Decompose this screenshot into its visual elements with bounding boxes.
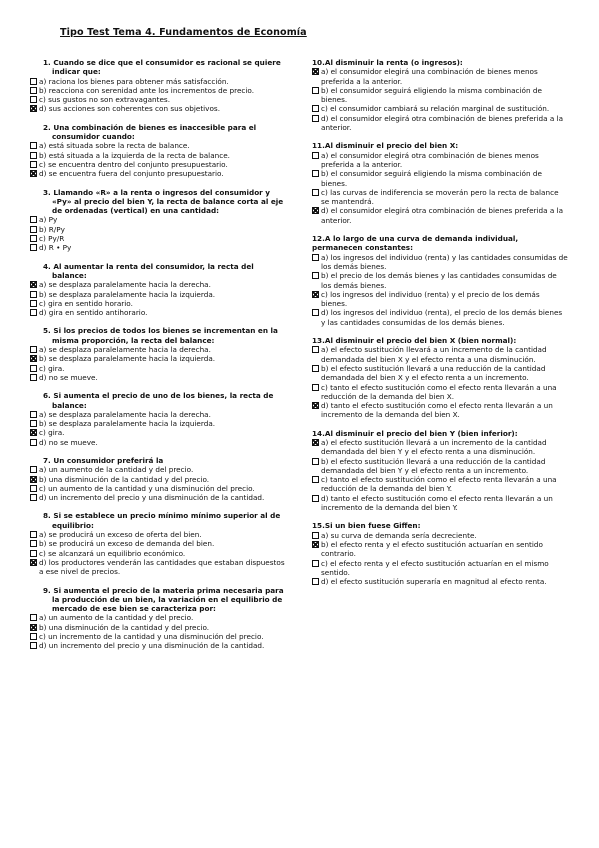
question-stem [30, 586, 286, 614]
answer-option-label: a) el efecto sustitución llevará a un incremento de la cantidad demandada del bien Y y el efecto renta a una disminución. [321, 437, 547, 457]
question-3 [30, 188, 286, 253]
page-title: Tipo Test Tema 4. Fundamentos de Economía [60, 27, 307, 38]
answer-option[interactable] [30, 373, 286, 382]
answer-option-label: d) no se mueve. [39, 372, 98, 382]
checked-box-icon[interactable] [30, 476, 37, 483]
checkbox-icon[interactable] [30, 244, 37, 251]
answer-option-label: d) los productores venderán las cantidades que estaban dispuestos a ese nivel de precios. [39, 557, 285, 577]
answer-option[interactable] [30, 299, 286, 308]
question-number: 4. [43, 261, 51, 271]
question-1 [30, 58, 286, 114]
question-stem [30, 456, 286, 465]
question-text: Una combinación de bienes es inaccesible para el consumidor cuando: [52, 122, 257, 142]
checkbox-icon[interactable] [312, 495, 319, 502]
question-stem [30, 262, 286, 281]
answer-option-label: b) el precio de los demás bienes y las cantidades consumidas de los demás bienes. [321, 271, 557, 290]
checkbox-icon[interactable] [30, 439, 37, 446]
checkbox-icon[interactable] [312, 365, 319, 372]
question-text: A lo largo de una curva de demanda individual, permanecen constantes: [312, 234, 519, 253]
question-text: Al disminuir el precio del bien X (bien normal): [324, 336, 517, 346]
answer-option[interactable] [312, 86, 568, 105]
checkbox-icon[interactable] [312, 189, 319, 196]
checked-box-icon[interactable] [312, 439, 319, 446]
answer-option-label: d) un incremento del precio y una disminución de la cantidad. [39, 493, 265, 503]
question-stem [30, 123, 286, 142]
question-number: 10. [312, 58, 325, 67]
checked-box-icon[interactable] [30, 429, 37, 436]
question-6 [30, 391, 286, 447]
answer-option-label: a) se producirá un exceso de oferta del bien. [39, 530, 202, 540]
checkbox-icon[interactable] [30, 466, 37, 473]
checkbox-icon[interactable] [312, 115, 319, 122]
answer-option[interactable] [312, 401, 568, 420]
answer-option[interactable] [312, 457, 568, 476]
checkbox-icon[interactable] [30, 633, 37, 640]
answer-option-label: c) las curvas de indiferencia se moverán pero la recta de balance se mantendrá. [321, 187, 559, 207]
checkbox-icon[interactable] [30, 96, 37, 103]
question-stem [312, 234, 568, 253]
answer-option[interactable] [312, 475, 568, 494]
checkbox-icon[interactable] [30, 614, 37, 621]
question-number: 11. [312, 141, 325, 151]
answer-option-label: a) se desplaza paralelamente hacia la derecha. [39, 280, 211, 290]
question-12 [312, 234, 568, 327]
checkbox-icon[interactable] [312, 346, 319, 353]
answer-option-label: d) tanto el efecto sustitución como el efecto renta llevarán a un incremento de la demanda del bien Y. [321, 493, 553, 513]
answer-option-label: b) el efecto sustitución llevará a una reducción de la cantidad demandada del bien Y y el efecto renta a un incremento. [321, 456, 546, 475]
answer-option[interactable] [312, 169, 568, 188]
answer-option-label: c) tanto el efecto sustitución como el efecto renta llevarán a una reducción de la demanda del bien X. [321, 382, 557, 401]
answer-option-label: b) el consumidor seguirá eligiendo la misma combinación de bienes. [321, 169, 542, 188]
answer-option-label: d) gira en sentido antihorario. [39, 308, 148, 318]
checked-box-icon[interactable] [30, 281, 37, 288]
question-number: 3. [43, 187, 51, 197]
answer-option[interactable] [30, 290, 286, 299]
answer-option-label: a) se desplaza paralelamente hacia la derecha. [39, 345, 211, 355]
answer-option-label: a) un aumento de la cantidad y del precio. [39, 465, 194, 475]
answer-option-label: d) no se mueve. [39, 437, 98, 447]
checkbox-icon[interactable] [312, 272, 319, 279]
answer-option-label: d) el consumidor elegirá otra combinación de bienes preferida a la anterior. [321, 113, 564, 133]
answer-option-label: c) el consumidor cambiará su relación marginal de sustitución. [321, 104, 550, 114]
question-14 [312, 429, 568, 513]
answer-option-label: b) el efecto sustitución llevará a una reducción de la cantidad demandada del bien X y el efecto renta a un incremento. [321, 363, 546, 383]
answer-option-label: a) raciona los bienes para obtener más satisfacción. [39, 76, 229, 86]
answer-option[interactable] [30, 632, 286, 641]
question-stem [312, 521, 568, 530]
answer-option[interactable] [30, 493, 286, 502]
checkbox-icon[interactable] [30, 642, 37, 649]
question-8 [30, 511, 286, 576]
question-number: 12. [312, 234, 325, 244]
checkbox-icon[interactable] [312, 170, 319, 177]
answer-option-label: c) gira en sentido horario. [39, 298, 133, 308]
answer-option[interactable] [30, 86, 286, 95]
question-number: 6. [43, 391, 51, 401]
left-column [30, 58, 286, 660]
answer-option-label: a) el efecto sustitución llevará a un incremento de la cantidad demandada del bien X y el efecto renta a una disminución. [321, 345, 547, 364]
checkbox-icon[interactable] [30, 309, 37, 316]
answer-option[interactable] [30, 364, 286, 373]
question-11 [312, 141, 568, 225]
question-number: 9. [43, 585, 51, 595]
checked-box-icon[interactable] [312, 68, 319, 75]
checkbox-icon[interactable] [30, 291, 37, 298]
answer-option[interactable] [312, 271, 568, 290]
checkbox-icon[interactable] [30, 235, 37, 242]
answer-option[interactable] [312, 438, 568, 457]
answer-option[interactable] [30, 160, 286, 169]
answer-option[interactable] [30, 484, 286, 493]
question-stem [30, 188, 286, 216]
answer-option-label: b) R/Py [39, 224, 65, 234]
answer-option[interactable] [312, 188, 568, 207]
answer-option-label: b) una disminución de la cantidad y del precio. [39, 622, 210, 632]
checkbox-icon[interactable] [30, 540, 37, 547]
question-stem [312, 58, 568, 67]
checked-box-icon[interactable] [30, 105, 37, 112]
checked-box-icon[interactable] [312, 291, 319, 298]
checkbox-icon[interactable] [312, 578, 319, 585]
checkbox-icon[interactable] [30, 300, 37, 307]
answer-option-label: c) se alcanzará un equilibrio económico. [39, 548, 186, 558]
checked-box-icon[interactable] [312, 207, 319, 214]
question-text: Al disminuir el precio del bien X: [324, 141, 459, 151]
answer-option[interactable] [30, 465, 286, 474]
answer-option[interactable] [312, 531, 568, 540]
answer-option-label: c) sus gustos no son extravagantes. [39, 95, 171, 105]
answer-option-label: c) gira. [39, 428, 65, 438]
checkbox-icon[interactable] [312, 458, 319, 465]
answer-option[interactable] [312, 104, 568, 113]
question-number: 14. [312, 428, 325, 438]
answer-option[interactable] [30, 308, 286, 317]
question-text: Cuando se dice que el consumidor es racional se quiere indicar que: [52, 58, 281, 77]
answer-option[interactable] [30, 345, 286, 354]
checked-box-icon[interactable] [30, 355, 37, 362]
question-2 [30, 123, 286, 179]
answer-option-label: a) el consumidor elegirá otra combinación de bienes menos preferida a la anterior. [321, 150, 539, 169]
answer-option[interactable] [30, 169, 286, 178]
question-text: Un consumidor preferirá la [53, 455, 164, 465]
answer-option[interactable] [312, 383, 568, 402]
checkbox-icon[interactable] [312, 309, 319, 316]
answer-option-label: c) el efecto renta y el efecto sustitución actuarían en el mismo sentido. [321, 558, 549, 577]
answer-option-label: b) se desplaza paralelamente hacia la izquierda. [39, 289, 216, 299]
answer-option-label: d) se encuentra fuera del conjunto presupuestario. [39, 169, 224, 179]
checkbox-icon[interactable] [312, 384, 319, 391]
checkbox-icon[interactable] [30, 411, 37, 418]
checkbox-icon[interactable] [30, 152, 37, 159]
answer-option[interactable] [312, 253, 568, 272]
checked-box-icon[interactable] [312, 541, 319, 548]
answer-option[interactable] [30, 234, 286, 243]
question-4 [30, 262, 286, 318]
answer-option-label: a) un aumento de la cantidad y del precio. [39, 613, 194, 623]
question-number: 7. [43, 455, 51, 465]
question-7 [30, 456, 286, 502]
checkbox-icon[interactable] [30, 161, 37, 168]
answer-option-label: d) el efecto sustitución superaría en magnitud al efecto renta. [321, 577, 547, 587]
answer-option-label: b) se desplaza paralelamente hacia la izquierda. [39, 354, 216, 364]
answer-option[interactable] [30, 613, 286, 622]
answer-option-label: c) los ingresos del individuo (renta) y el precio de los demás bienes. [321, 289, 540, 309]
answer-option-label: d) los ingresos del individuo (renta), el precio de los demás bienes y las cantidades consumidas de los demás bienes. [321, 308, 563, 327]
answer-option-label: d) R • Py [39, 243, 72, 253]
checkbox-icon[interactable] [30, 420, 37, 427]
answer-option[interactable] [312, 364, 568, 383]
checkbox-icon[interactable] [30, 374, 37, 381]
checkbox-icon[interactable] [30, 531, 37, 538]
answer-option[interactable] [30, 95, 286, 104]
answer-option-label: b) el efecto renta y el efecto sustitución actuarían en sentido contrario. [321, 539, 543, 559]
answer-option[interactable] [312, 290, 568, 309]
checkbox-icon[interactable] [312, 105, 319, 112]
checkbox-icon[interactable] [312, 532, 319, 539]
question-5 [30, 326, 286, 382]
answer-option-label: d) sus acciones son coherentes con sus objetivos. [39, 104, 220, 114]
answer-option-label: b) se producirá un exceso de demanda del bien. [39, 539, 215, 549]
answer-option-label: c) Py/R [39, 234, 65, 244]
checkbox-icon[interactable] [30, 87, 37, 94]
question-stem [30, 58, 286, 77]
checkbox-icon[interactable] [30, 485, 37, 492]
question-text: Si aumenta el precio de uno de los bienes, la recta de balance: [52, 391, 274, 410]
answer-option[interactable] [30, 243, 286, 252]
question-text: Al disminuir la renta (o ingresos): [324, 58, 463, 67]
answer-option-label: d) el consumidor elegirá otra combinación de bienes preferida a la anterior. [321, 206, 564, 225]
question-text: Llamando «R» a la renta o ingresos del consumidor y «Py» al precio del bien Y, la recta de balance corta al eje de ordenadas (vertical) en una cantidad: [52, 187, 284, 216]
answer-option[interactable] [312, 67, 568, 86]
checkbox-icon[interactable] [312, 476, 319, 483]
answer-option[interactable] [30, 558, 286, 577]
answer-option[interactable] [30, 438, 286, 447]
question-10 [312, 58, 568, 132]
question-stem [30, 511, 286, 530]
checked-box-icon[interactable] [30, 170, 37, 177]
checkbox-icon[interactable] [30, 142, 37, 149]
checkbox-icon[interactable] [30, 346, 37, 353]
answer-option[interactable] [30, 530, 286, 539]
question-text: Si se establece un precio mínimo mínimo superior al de equilibrio: [52, 511, 281, 530]
answer-option[interactable] [30, 475, 286, 484]
question-text: Si un bien fuese Giffen: [324, 521, 421, 531]
answer-option[interactable] [312, 345, 568, 364]
checkbox-icon[interactable] [30, 550, 37, 557]
checkbox-icon[interactable] [312, 254, 319, 261]
answer-option[interactable] [30, 549, 286, 558]
question-13 [312, 336, 568, 420]
question-number: 5. [43, 326, 51, 336]
question-stem [312, 141, 568, 150]
answer-option-label: a) los ingresos del individuo (renta) y las cantidades consumidas de los demás bienes. [321, 252, 568, 271]
answer-option[interactable] [30, 280, 286, 289]
answer-option-label: c) gira. [39, 363, 65, 373]
question-9 [30, 586, 286, 651]
answer-option-label: d) tanto el efecto sustitución como el efecto renta llevarán a un incremento de la demanda del bien X. [321, 401, 553, 420]
answer-option-label: c) tanto el efecto sustitución como el efecto renta llevarán a una reducción de la demanda del bien Y. [321, 475, 557, 494]
answer-option-label: a) Py [39, 215, 58, 225]
answer-option-label: c) se encuentra dentro del conjunto presupuestario. [39, 159, 228, 169]
checkbox-icon[interactable] [30, 494, 37, 501]
answer-option[interactable] [30, 428, 286, 437]
answer-option[interactable] [30, 419, 286, 428]
answer-option-label: c) un aumento de la cantidad y una disminución del precio. [39, 483, 255, 493]
answer-option[interactable] [312, 540, 568, 559]
checkbox-icon[interactable] [30, 365, 37, 372]
answer-option[interactable] [312, 206, 568, 225]
answer-option-label: b) el consumidor seguirá eligiendo la misma combinación de bienes. [321, 85, 542, 105]
answer-option-label: a) el consumidor elegirá una combinación de bienes menos preferida a la anterior. [321, 67, 538, 86]
question-stem [30, 326, 286, 345]
checked-box-icon[interactable] [312, 402, 319, 409]
answer-option[interactable] [30, 641, 286, 650]
answer-option[interactable] [312, 114, 568, 133]
question-stem [30, 391, 286, 410]
question-text: Si los precios de todos los bienes se incrementan en la misma proporción, la recta del balance: [52, 326, 278, 345]
answer-option-label: b) se desplaza paralelamente hacia la izquierda. [39, 419, 216, 429]
answer-option[interactable] [30, 225, 286, 234]
answer-option[interactable] [30, 410, 286, 419]
answer-option[interactable] [312, 559, 568, 578]
checked-box-icon[interactable] [30, 559, 37, 566]
answer-option[interactable] [312, 577, 568, 586]
answer-option[interactable] [30, 104, 286, 113]
question-stem [312, 336, 568, 345]
checkbox-icon[interactable] [30, 226, 37, 233]
right-column [312, 58, 568, 595]
checkbox-icon[interactable] [30, 78, 37, 85]
question-15 [312, 521, 568, 586]
question-number: 8. [43, 511, 51, 521]
checkbox-icon[interactable] [312, 87, 319, 94]
answer-option-label: c) un incremento de la cantidad y una disminución del precio. [39, 632, 264, 642]
answer-option[interactable] [30, 354, 286, 363]
question-text: Al disminuir el precio del bien Y (bien inferior): [324, 428, 518, 438]
question-number: 2. [43, 122, 51, 132]
checked-box-icon[interactable] [30, 624, 37, 631]
answer-option[interactable] [312, 494, 568, 513]
question-text: Al aumentar la renta del consumidor, la recta del balance: [52, 261, 254, 280]
question-number: 13. [312, 336, 325, 346]
answer-option-label: a) está situada sobre la recta de balance. [39, 141, 190, 151]
question-number: 1. [43, 58, 51, 67]
answer-option-label: a) se desplaza paralelamente hacia la derecha. [39, 409, 211, 419]
answer-option[interactable] [30, 141, 286, 150]
answer-option[interactable] [30, 623, 286, 632]
answer-option-label: a) su curva de demanda sería decreciente. [321, 530, 477, 540]
checkbox-icon[interactable] [30, 216, 37, 223]
answer-option-label: b) reacciona con serenidad ante los incrementos de precio. [39, 85, 255, 95]
answer-option[interactable] [30, 151, 286, 160]
checkbox-icon[interactable] [312, 152, 319, 159]
question-text: Si aumenta el precio de la materia prima necesaria para la producción de un bien, la variación en el equilibrio de mercado de ese bien se caracteriza por: [52, 585, 284, 614]
answer-option[interactable] [30, 215, 286, 224]
answer-option-label: b) una disminución de la cantidad y del precio. [39, 474, 210, 484]
checkbox-icon[interactable] [312, 560, 319, 567]
question-stem [312, 429, 568, 438]
question-number: 15. [312, 521, 325, 531]
answer-option[interactable] [312, 308, 568, 327]
answer-option[interactable] [312, 151, 568, 170]
answer-option-label: d) un incremento del precio y una disminución de la cantidad. [39, 641, 265, 651]
answer-option[interactable] [30, 539, 286, 548]
answer-option[interactable] [30, 77, 286, 86]
answer-option-label: b) está situada a la izquierda de la recta de balance. [39, 150, 230, 160]
